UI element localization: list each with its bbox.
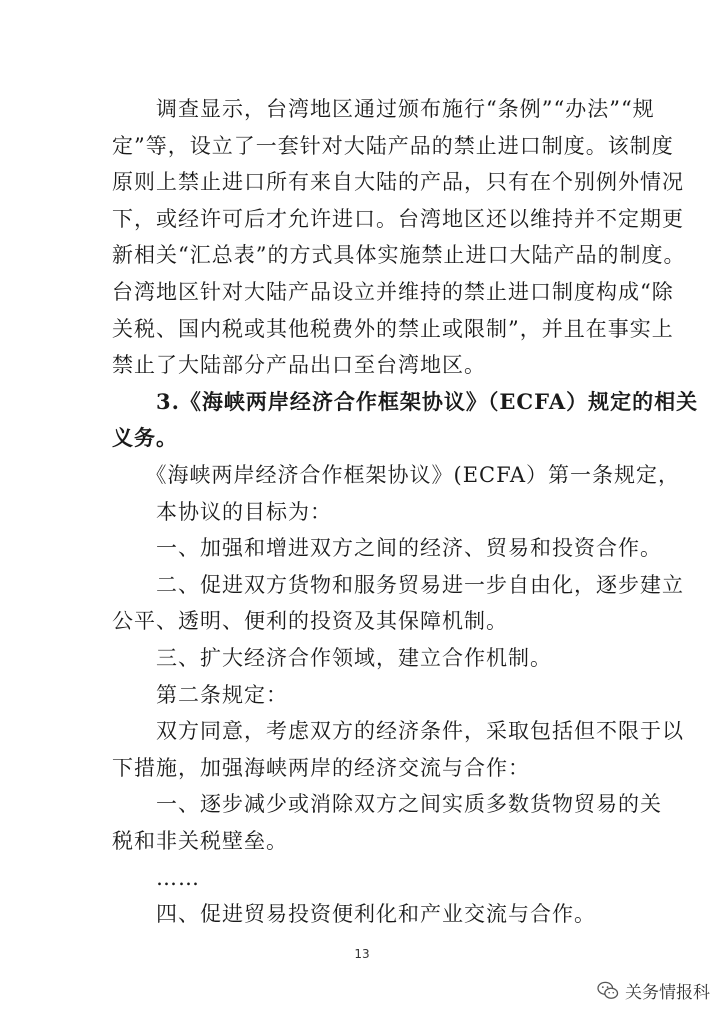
- paragraph-line: 台湾地区针对大陆产品设立并维持的禁止进口制度构成“除: [112, 280, 674, 304]
- list-item-line: 三、扩大经济合作领域，建立合作机制。: [112, 646, 552, 670]
- list-item-line: 公平、透明、便利的投资及其保障机制。: [112, 609, 508, 634]
- paragraph-line: 禁止了大陆部分产品出口至台湾地区。: [112, 353, 486, 378]
- paragraph-line: 双方同意，考虑双方的经济条件，采取包括但不限于以: [112, 719, 684, 744]
- paragraph-line: 下措施，加强海峡两岸的经济交流与合作：: [112, 755, 530, 780]
- paragraph-line: 原则上禁止进口所有来自大陆的产品，只有在个别例外情况: [112, 170, 684, 195]
- section-heading-line: 义务。: [112, 425, 178, 451]
- page-number: 13: [354, 947, 370, 961]
- list-item-line: 二、促进双方货物和服务贸易进一步自由化，逐步建立: [112, 572, 684, 597]
- paragraph-line: 调查显示，台湾地区通过颁布施行“条例”“办法”“规: [112, 97, 655, 121]
- watermark: [597, 978, 710, 1003]
- section-heading-line: 3.《海峡两岸经济合作框架协议》（ECFA）规定的相关: [112, 388, 699, 414]
- paragraph-line: 本协议的目标为：: [112, 499, 332, 524]
- paragraph-line: 定”等，设立了一套针对大陆产品的禁止进口制度。该制度: [112, 133, 674, 158]
- list-item-line: 四、促进贸易投资便利化和产业交流与合作。: [112, 902, 596, 927]
- list-item-line: 税和非关税壁垒。: [112, 829, 288, 853]
- paragraph-line: 下，或经许可后才允许进口。台湾地区还以维持并不定期更: [112, 206, 684, 231]
- paragraph-line: 新相关“汇总表”的方式具体实施禁止进口大陆产品的制度。: [112, 243, 686, 268]
- watermark-text: 关务情报科: [625, 983, 710, 1003]
- paragraph-line: 关税、国内税或其他税费外的禁止或限制”，并且在事实上: [112, 316, 674, 341]
- paragraph-line: 第二条规定：: [112, 682, 288, 707]
- ellipsis-line: ……: [112, 865, 200, 890]
- list-item-line: 一、逐步减少或消除双方之间实质多数货物贸易的关: [112, 792, 662, 817]
- list-item-line: 一、加强和增进双方之间的经济、贸易和投资合作。: [112, 536, 662, 561]
- wechat-icon: [597, 981, 619, 1001]
- paragraph-line: 《海峡两岸经济合作框架协议》(ECFA）第一条规定，: [112, 463, 680, 487]
